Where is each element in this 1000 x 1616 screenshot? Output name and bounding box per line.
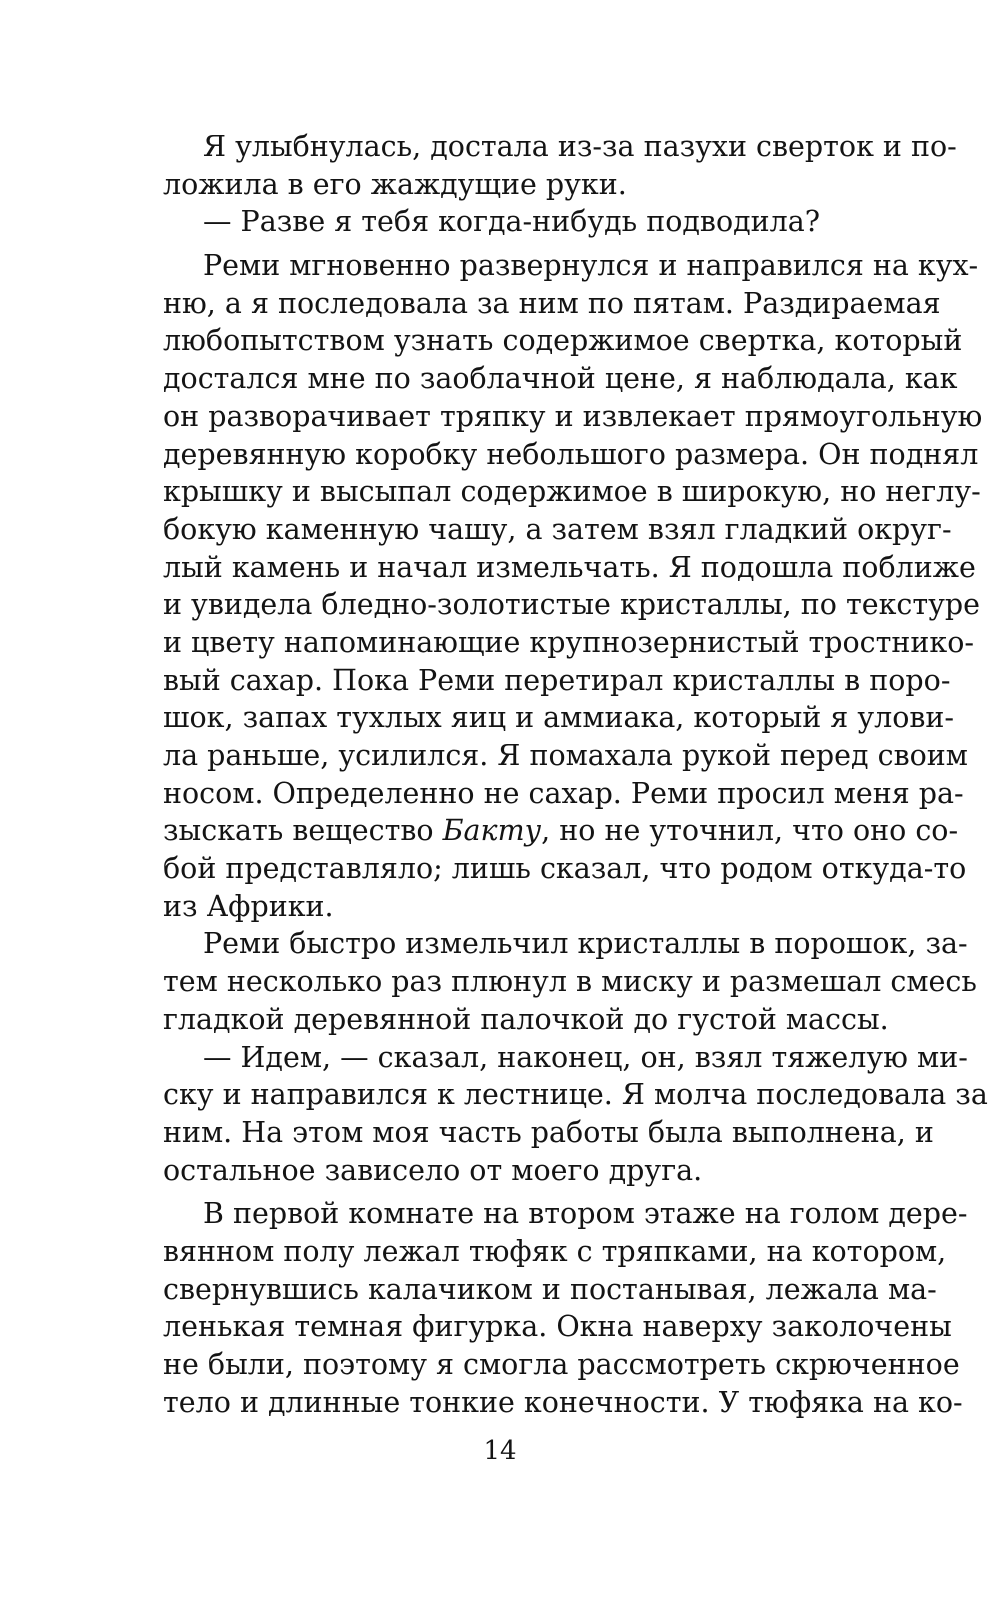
text-line-with-italic xyxy=(163,812,959,850)
text-line: тем несколько раз плюнул в миску и размешал смесь xyxy=(163,965,977,999)
text-line: ним. На этом моя часть работы была выполнена, и xyxy=(163,1115,934,1149)
paragraph xyxy=(163,247,983,925)
text-line: бокую каменную чашу, а затем взял гладкий округ- xyxy=(163,512,952,546)
text-line: ленькая темная фигурка. Окна наверху заколочены xyxy=(163,1310,952,1344)
paragraph xyxy=(163,1039,988,1190)
page-body xyxy=(163,128,988,1421)
paragraph xyxy=(163,1195,968,1421)
text-line: — Идем, — сказал, наконец, он, взял тяжелую ми- xyxy=(203,1040,968,1074)
text-line: вый сахар. Пока Реми перетирал кристаллы в поро- xyxy=(163,663,951,697)
text-line: и увидела бледно-золотистые кристаллы, по текстуре xyxy=(163,588,981,622)
text-line: ложила в его жаждущие руки. xyxy=(163,167,627,201)
text-line: Реми мгновенно развернулся и направился на кух- xyxy=(203,249,979,283)
text-line: любопытством узнать содержимое свертка, который xyxy=(163,324,963,358)
page-number: 14 xyxy=(483,1436,517,1466)
text-line: бой представляло; лишь сказал, что родом откуда-то xyxy=(163,852,967,886)
text-line: шок, запах тухлых яиц и аммиака, который я улови- xyxy=(163,701,955,735)
text-line: В первой комнате на втором этаже на голом дере- xyxy=(203,1197,968,1231)
text-line: свернувшись калачиком и постанывая, лежала ма- xyxy=(163,1272,937,1306)
text-line: ню, а я последовала за ним по пятам. Раздираемая xyxy=(163,286,941,320)
text-line: лый камень и начал измельчать. Я подошла поближе xyxy=(163,550,976,584)
paragraph xyxy=(163,925,977,1038)
text-line: из Африки. xyxy=(163,889,334,923)
paragraph xyxy=(163,128,957,203)
text-line: носом. Определенно не сахар. Реми просил меня ра- xyxy=(163,776,964,810)
text-line: Реми быстро измельчил кристаллы в порошок, за- xyxy=(203,927,968,961)
italic-term: Бакту xyxy=(442,814,542,848)
text-line: вянном полу лежал тюфяк с тряпками, на котором, xyxy=(163,1234,947,1268)
text-line: гладкой деревянной палочкой до густой массы. xyxy=(163,1002,889,1036)
text-line: он разворачивает тряпку и извлекает прямоугольную xyxy=(163,399,983,433)
text-line: достался мне по заоблачной цене, я наблюдала, как xyxy=(163,362,958,396)
text-line: тело и длинные тонкие конечности. У тюфяка на ко- xyxy=(163,1385,963,1419)
text-line: деревянную коробку небольшого размера. Он поднял xyxy=(163,437,979,471)
text-segment: , но не уточнил, что оно со- xyxy=(541,814,959,848)
paragraph xyxy=(163,203,868,241)
text-line: крышку и высыпал содержимое в широкую, но неглу- xyxy=(163,475,981,509)
text-line: ску и направился к лестнице. Я молча последовала за xyxy=(163,1078,988,1112)
text-line: остальное зависело от моего друга. xyxy=(163,1153,703,1187)
text-segment: зыскать вещество xyxy=(163,814,443,848)
text-line: Я улыбнулась, достала из-за пазухи сверток и по- xyxy=(203,130,957,163)
text-line: не были, поэтому я смогла рассмотреть скрюченное xyxy=(163,1348,960,1381)
text-line: и цвету напоминающие крупнозернистый тростнико- xyxy=(163,625,974,659)
text-line: ла раньше, усилился. Я помахала рукой перед своим xyxy=(163,739,968,772)
text-line: — Разве я тебя когда-нибудь подводила? xyxy=(203,205,821,239)
